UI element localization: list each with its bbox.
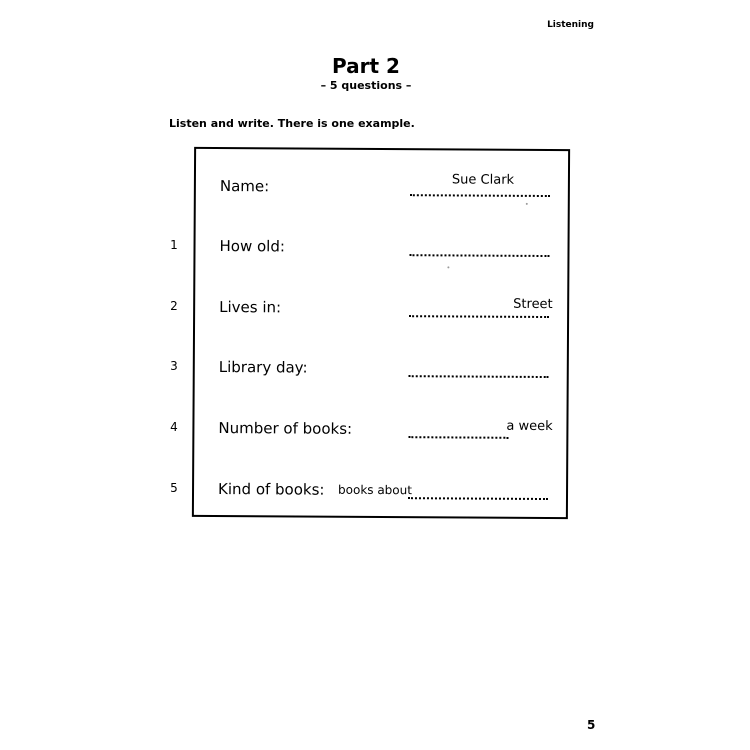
row-label-lives-in: Lives in: [219, 298, 282, 317]
form-row-name [196, 173, 572, 205]
question-number-4: 4 [170, 420, 178, 434]
form-row-number-of-books [194, 415, 570, 447]
answer-line-kind-of-books[interactable] [408, 497, 548, 500]
answer-line-lives-in[interactable] [409, 315, 549, 318]
section-label: Listening [547, 20, 594, 30]
answer-line-number-of-books[interactable] [408, 436, 508, 439]
question-number-3: 3 [170, 359, 178, 373]
row-label-kind-of-books: Kind of books: [217, 480, 325, 499]
answer-prefix-books-about: books about [337, 482, 413, 498]
part-subtitle: – 5 questions – [320, 79, 412, 92]
form-row-lives-in [195, 294, 571, 326]
scan-speck [526, 203, 528, 205]
instruction-text: Listen and write. There is one example. [169, 117, 415, 130]
row-label-number-of-books: Number of books: [218, 419, 353, 438]
part-title: Part 2 [332, 54, 400, 78]
answer-suffix-street: Street [513, 296, 553, 313]
example-answer: Sue Clark [451, 172, 515, 188]
answer-line-library-day[interactable] [409, 375, 549, 378]
answer-line-how-old[interactable] [409, 254, 549, 257]
answer-suffix-a-week: a week [506, 418, 553, 435]
page-number: 5 [587, 718, 596, 732]
row-label-how-old: How old: [219, 237, 286, 256]
row-label-library-day: Library day: [218, 358, 308, 377]
answer-line-name [410, 194, 550, 197]
answer-form-box [192, 147, 570, 519]
form-row-library-day [195, 354, 571, 386]
question-number-1: 1 [170, 238, 178, 252]
scan-speck [447, 266, 449, 268]
row-label-name: Name: [219, 177, 270, 196]
form-row-how-old [195, 233, 571, 265]
question-number-5: 5 [170, 481, 178, 495]
form-row-kind-of-books [194, 476, 570, 508]
question-number-2: 2 [170, 299, 178, 313]
